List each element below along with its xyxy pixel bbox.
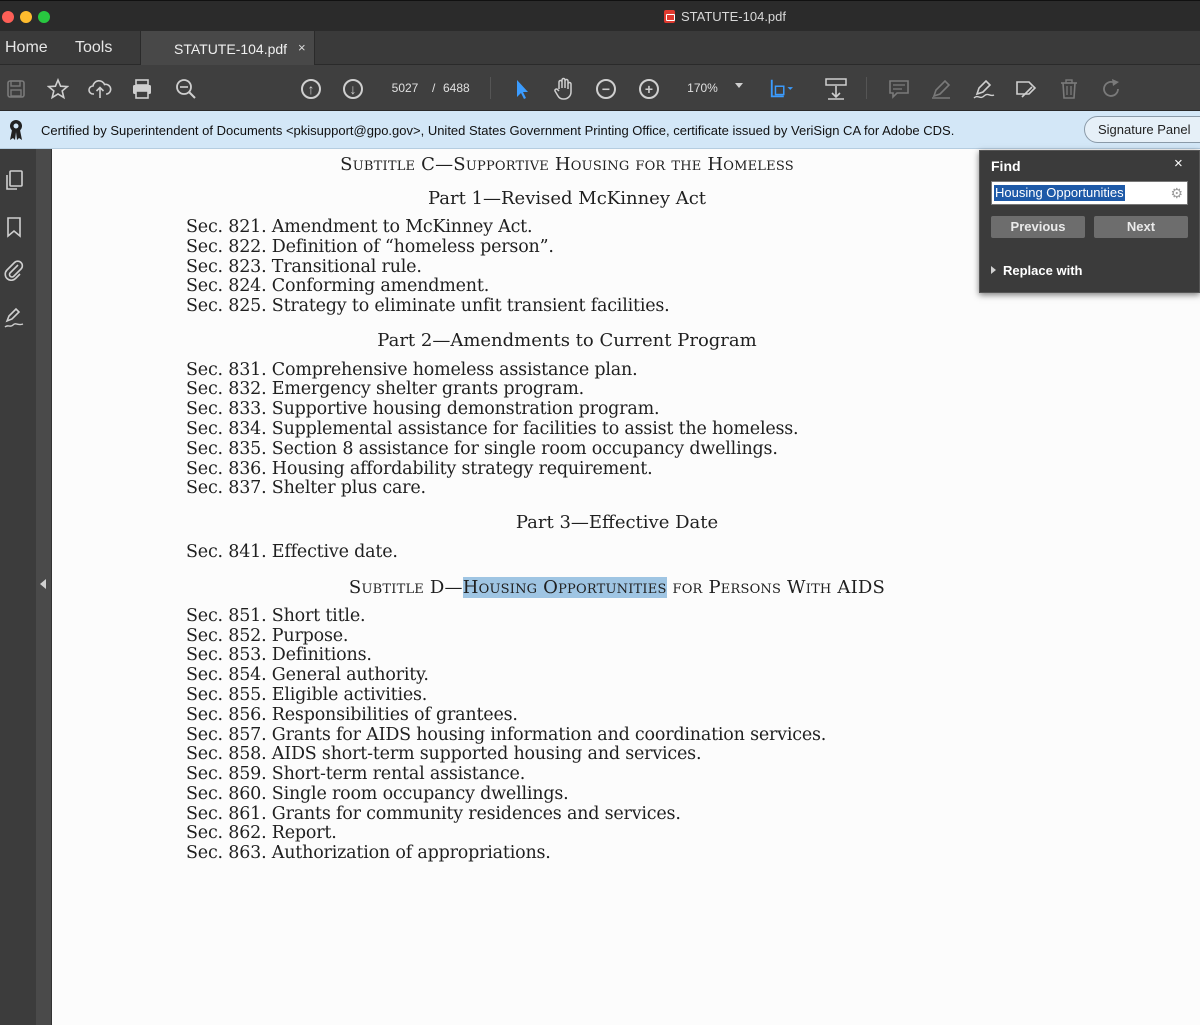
title-bar — [0, 0, 1200, 31]
next-page-icon[interactable]: ↓ — [341, 77, 365, 101]
zoom-out-icon[interactable]: − — [594, 77, 618, 101]
total-pages: 6488 — [443, 81, 470, 95]
section-line: Sec. 825. Strategy to eliminate unfit transient facilities. — [186, 296, 670, 316]
find-panel — [979, 150, 1200, 293]
bookmark-star-icon[interactable] — [46, 77, 70, 101]
window-title: STATUTE-104.pdf — [0, 9, 1200, 24]
subtitle-d-prefix: Subtitle D— — [348, 577, 463, 598]
section-line: Sec. 834. Supplemental assistance for facilities to assist the homeless. — [186, 419, 799, 439]
previous-button[interactable]: Previous — [991, 216, 1085, 238]
section-line: Sec. 860. Single room occupancy dwellings. — [186, 784, 569, 804]
section-line: Sec. 851. Short title. — [186, 606, 366, 626]
signatures-icon[interactable] — [4, 307, 24, 329]
section-line: Sec. 863. Authorization of appropriations. — [186, 843, 551, 863]
sidebar-collapse-handle[interactable] — [36, 149, 52, 1025]
bookmarks-icon[interactable] — [4, 216, 24, 238]
disclosure-triangle-icon — [991, 266, 996, 274]
tab-bar — [0, 31, 1200, 65]
part-1-heading: Part 1—Revised McKinney Act — [427, 188, 707, 209]
redo-rotate-icon[interactable] — [1099, 77, 1123, 101]
section-line: Sec. 837. Shelter plus care. — [186, 478, 426, 498]
certificate-ribbon-icon — [8, 119, 24, 141]
print-icon[interactable] — [130, 77, 154, 101]
section-line: Sec. 854. General authority. — [186, 665, 429, 685]
section-line: Sec. 855. Eligible activities. — [186, 685, 428, 705]
find-query-text: Housing Opportunities — [995, 185, 1124, 200]
signature-panel-button[interactable]: Signature Panel — [1084, 116, 1200, 143]
tab-tools[interactable]: Tools — [75, 39, 113, 56]
section-line: Sec. 852. Purpose. — [186, 626, 349, 646]
section-line: Sec. 836. Housing affordability strategy requirement. — [186, 459, 653, 479]
section-line: Sec. 841. Effective date. — [186, 542, 398, 562]
left-sidebar — [0, 149, 36, 1025]
section-line: Sec. 833. Supportive housing demonstration program. — [186, 399, 660, 419]
highlight-pen-icon[interactable] — [929, 77, 953, 101]
section-line: Sec. 832. Emergency shelter grants program. — [186, 379, 585, 399]
zoom-level-select[interactable]: 170% — [687, 81, 718, 95]
section-line: Sec. 823. Transitional rule. — [186, 257, 422, 277]
toolbar-divider — [490, 77, 491, 99]
tab-document[interactable] — [140, 31, 315, 65]
subtitle-d-suffix: for Persons With AIDS — [666, 577, 886, 598]
subtitle-d-heading — [52, 577, 1082, 598]
hand-tool-icon[interactable] — [552, 77, 576, 101]
section-line: Sec. 824. Conforming amendment. — [186, 276, 490, 296]
part-3-heading: Part 3—Effective Date — [515, 512, 719, 533]
tab-home[interactable]: Home — [5, 39, 48, 56]
search-highlight: Housing Opportunities — [462, 577, 667, 598]
zoom-in-icon[interactable]: + — [637, 77, 661, 101]
section-line: Sec. 862. Report. — [186, 823, 337, 843]
find-input[interactable] — [991, 181, 1188, 205]
next-button[interactable]: Next — [1094, 216, 1188, 238]
section-line: Sec. 861. Grants for community residences and services. — [186, 804, 681, 824]
toolbar-divider — [866, 77, 867, 99]
section-line: Sec. 856. Responsibilities of grantees. — [186, 705, 518, 725]
close-tab-icon[interactable]: × — [298, 40, 306, 55]
section-line: Sec. 858. AIDS short-term supported housing and services. — [186, 744, 702, 764]
cloud-upload-icon[interactable] — [88, 77, 112, 101]
section-line: Sec. 821. Amendment to McKinney Act. — [186, 217, 533, 237]
page-thumbnails-icon[interactable] — [4, 169, 24, 191]
gear-icon[interactable]: ⚙ — [1170, 185, 1183, 201]
scrolling-mode-icon[interactable] — [824, 77, 848, 101]
section-line: Sec. 822. Definition of “homeless person”. — [186, 237, 554, 257]
pdf-file-icon — [664, 10, 675, 23]
section-line: Sec. 831. Comprehensive homeless assistance plan. — [186, 360, 638, 380]
toolbar — [0, 65, 1200, 111]
select-cursor-icon[interactable] — [510, 77, 534, 101]
zoom-dropdown-chevron-icon[interactable] — [735, 83, 743, 88]
tab-document-label: STATUTE-104.pdf — [174, 41, 288, 57]
current-page-input[interactable]: 5027 — [380, 77, 430, 99]
comment-icon[interactable] — [887, 77, 911, 101]
attachments-paperclip-icon[interactable] — [4, 259, 24, 281]
section-line: Sec. 853. Definitions. — [186, 645, 372, 665]
section-line: Sec. 857. Grants for AIDS housing information and coordination services. — [186, 725, 827, 745]
close-find-icon[interactable]: × — [1174, 155, 1183, 172]
section-line: Sec. 835. Section 8 assistance for single room occupancy dwellings. — [186, 439, 778, 459]
section-line: Sec. 859. Short-term rental assistance. — [186, 764, 526, 784]
replace-with-toggle[interactable]: Replace with — [991, 263, 1082, 278]
edit-tag-icon[interactable] — [1014, 77, 1038, 101]
previous-page-icon[interactable]: ↑ — [299, 77, 323, 101]
find-title: Find — [991, 158, 1021, 174]
fit-page-icon[interactable] — [769, 77, 793, 101]
certificate-message: Certified by Superintendent of Documents <pkisupport@gpo.gov>, United States Government Printing Office, certificate issued by VeriSign CA for Adobe CDS. — [41, 123, 955, 138]
trash-icon[interactable] — [1057, 77, 1081, 101]
collapse-arrow-icon[interactable] — [40, 579, 46, 589]
save-icon[interactable] — [4, 77, 28, 101]
sign-pen-icon[interactable] — [972, 77, 996, 101]
search-zoom-icon[interactable] — [174, 77, 198, 101]
certificate-bar — [0, 111, 1200, 149]
subtitle-c-heading: Subtitle C—Supportive Housing for the Homeless — [340, 154, 794, 175]
part-2-heading: Part 2—Amendments to Current Program — [377, 330, 757, 351]
page-separator: / — [432, 81, 436, 95]
